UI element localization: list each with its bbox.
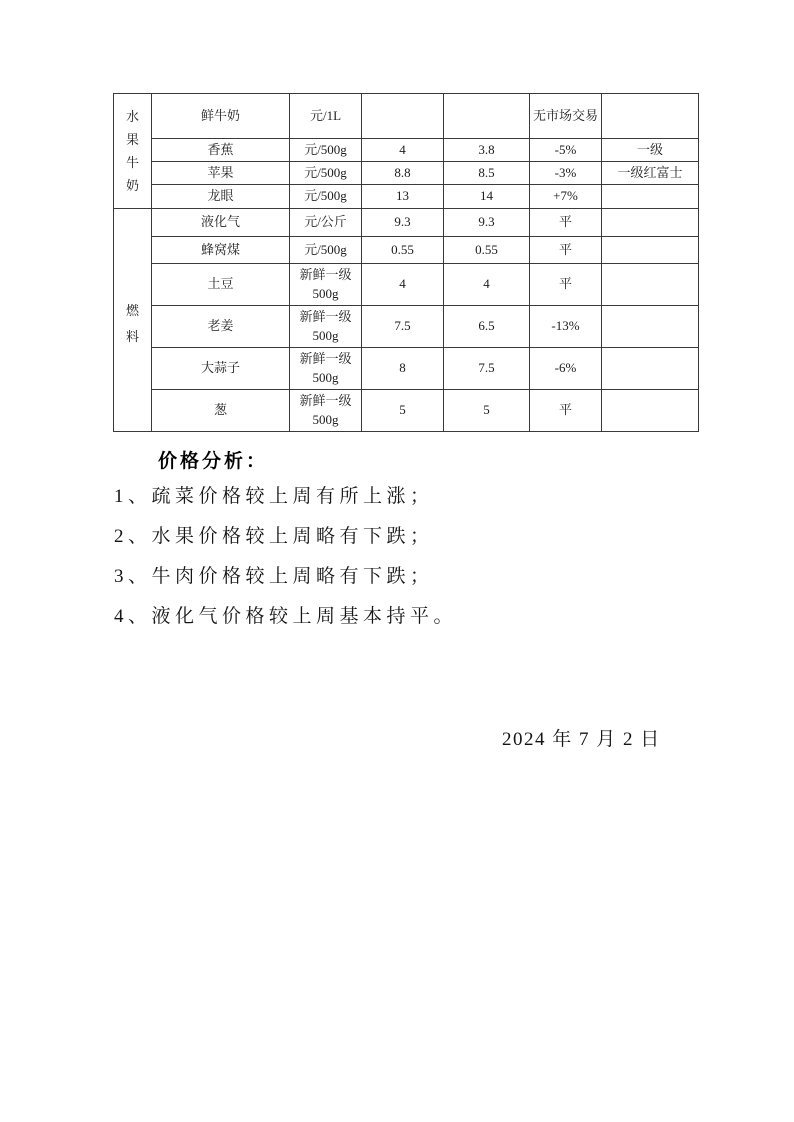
table-row: [114, 139, 699, 162]
document-date: 2024 年 7 月 2 日: [502, 729, 661, 750]
product-name-cell: 蜂窝煤: [152, 237, 290, 264]
unit-cell: 新鲜一级500g: [290, 348, 362, 390]
table-row: [114, 94, 699, 139]
unit-cell: 元/公斤: [290, 209, 362, 237]
price-this-week-cell: 7.5: [362, 306, 444, 348]
price-this-week-cell: [362, 94, 444, 139]
unit-cell: 元/500g: [290, 162, 362, 185]
category-cell: [114, 94, 152, 209]
unit-cell: 新鲜一级500g: [290, 306, 362, 348]
change-cell: 平: [530, 390, 602, 432]
change-cell: -13%: [530, 306, 602, 348]
remark-cell: [602, 209, 699, 237]
unit-cell: 新鲜一级500g: [290, 390, 362, 432]
remark-cell: [602, 185, 699, 209]
analysis-item: 2、水果价格较上周略有下跌；: [114, 526, 434, 547]
price-this-week-cell: 0.55: [362, 237, 444, 264]
change-cell: -3%: [530, 162, 602, 185]
change-cell: -5%: [530, 139, 602, 162]
category-label: 燃料: [125, 302, 139, 344]
product-name-cell: 葱: [152, 390, 290, 432]
table-row: [114, 306, 699, 348]
price-this-week-cell: 4: [362, 264, 444, 306]
category-cell: [114, 209, 152, 432]
unit-cell: 元/500g: [290, 185, 362, 209]
price-last-week-cell: 4: [444, 264, 530, 306]
product-name-cell: 鲜牛奶: [152, 94, 290, 139]
change-cell: 平: [530, 237, 602, 264]
remark-cell: 一级红富士: [602, 162, 699, 185]
product-name-cell: 龙眼: [152, 185, 290, 209]
unit-cell: 元/1L: [290, 94, 362, 139]
table-row: [114, 264, 699, 306]
analysis-item: 4、液化气价格较上周基本持平。: [114, 606, 458, 627]
remark-cell: [602, 237, 699, 264]
product-name-cell: 老姜: [152, 306, 290, 348]
price-last-week-cell: 5: [444, 390, 530, 432]
price-this-week-cell: 5: [362, 390, 444, 432]
change-cell: +7%: [530, 185, 602, 209]
table-row: [114, 209, 699, 237]
product-name-cell: 液化气: [152, 209, 290, 237]
price-last-week-cell: 7.5: [444, 348, 530, 390]
price-last-week-cell: 14: [444, 185, 530, 209]
price-this-week-cell: 8: [362, 348, 444, 390]
price-last-week-cell: 8.5: [444, 162, 530, 185]
analysis-list: [114, 485, 457, 645]
analysis-heading: 价格分析：: [158, 451, 269, 472]
product-name-cell: 苹果: [152, 162, 290, 185]
price-this-week-cell: 9.3: [362, 209, 444, 237]
change-cell: 无市场交易: [530, 94, 602, 139]
product-name-cell: 大蒜子: [152, 348, 290, 390]
price-last-week-cell: 0.55: [444, 237, 530, 264]
product-name-cell: 土豆: [152, 264, 290, 306]
product-name-cell: 香蕉: [152, 139, 290, 162]
price-this-week-cell: 8.8: [362, 162, 444, 185]
unit-cell: 元/500g: [290, 237, 362, 264]
remark-cell: [602, 264, 699, 306]
unit-cell: 新鲜一级500g: [290, 264, 362, 306]
unit-cell: 元/500g: [290, 139, 362, 162]
remark-cell: 一级: [602, 139, 699, 162]
price-last-week-cell: 3.8: [444, 139, 530, 162]
table-row: [114, 348, 699, 390]
analysis-item: 3、牛肉价格较上周略有下跌；: [114, 566, 434, 587]
price-last-week-cell: 6.5: [444, 306, 530, 348]
change-cell: 平: [530, 209, 602, 237]
change-cell: 平: [530, 264, 602, 306]
table-row: [114, 185, 699, 209]
table-row: [114, 390, 699, 432]
category-label: 水果牛奶: [125, 109, 139, 193]
change-cell: -6%: [530, 348, 602, 390]
remark-cell: [602, 94, 699, 139]
remark-cell: [602, 306, 699, 348]
price-table: [113, 93, 699, 432]
table-row: [114, 162, 699, 185]
price-last-week-cell: [444, 94, 530, 139]
remark-cell: [602, 348, 699, 390]
remark-cell: [602, 390, 699, 432]
price-this-week-cell: 4: [362, 139, 444, 162]
price-last-week-cell: 9.3: [444, 209, 530, 237]
table-row: [114, 237, 699, 264]
price-this-week-cell: 13: [362, 185, 444, 209]
analysis-item: 1、疏菜价格较上周有所上涨；: [114, 486, 434, 507]
